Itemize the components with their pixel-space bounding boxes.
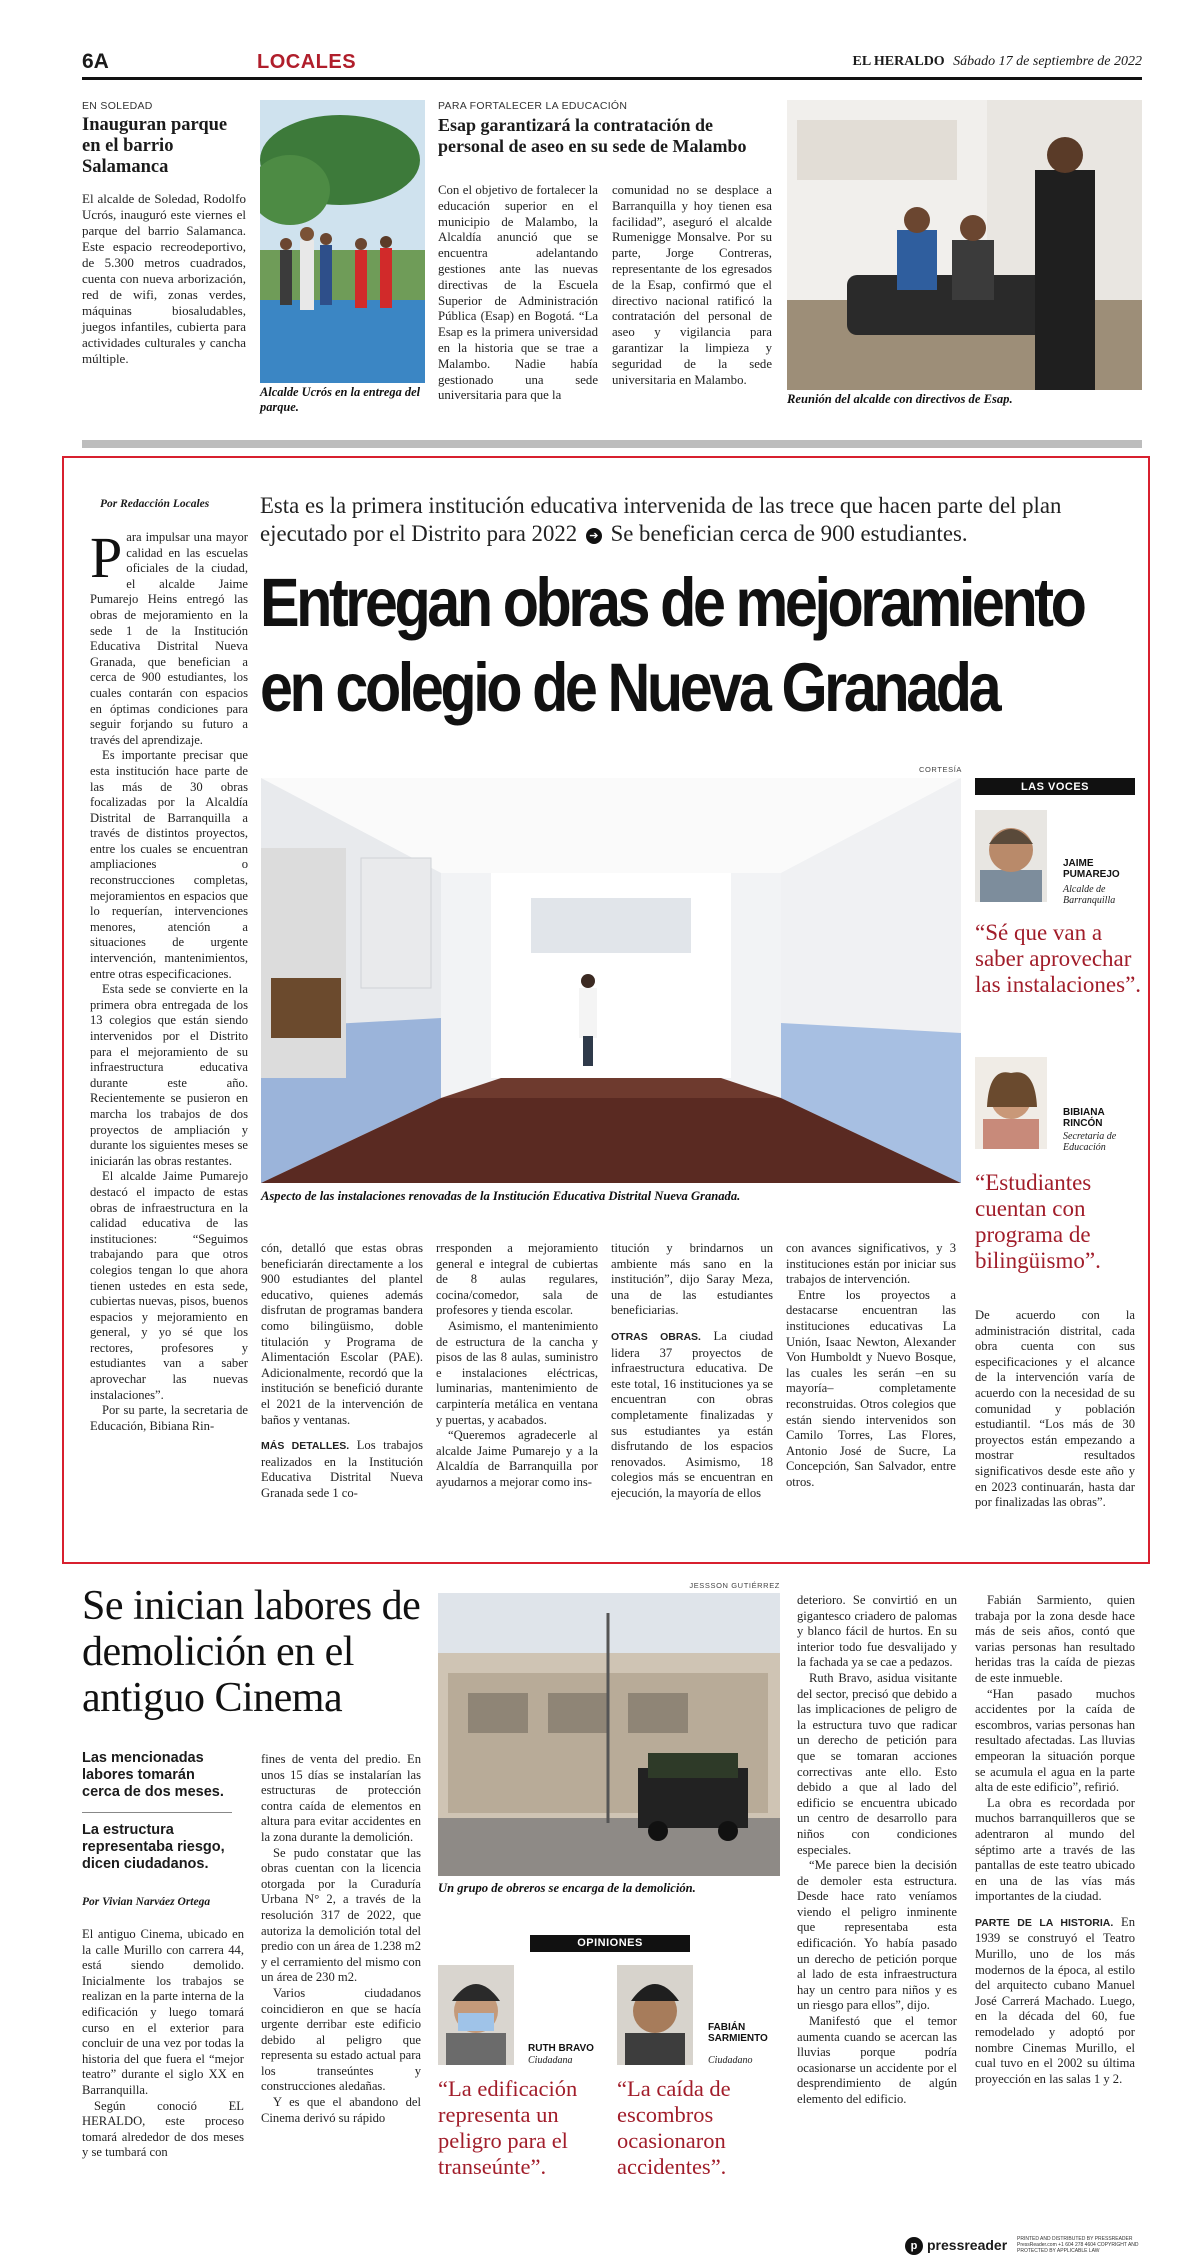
paper-name: EL HERALDO (852, 54, 945, 69)
bottom-byline: Por Vivian Narváez Ortega (82, 1896, 211, 1908)
brief-esap (438, 100, 768, 157)
drop-cap: P (90, 525, 123, 590)
photo-credit: CORTESÍA (918, 765, 962, 774)
paragraph: PARTE DE LA HISTORIA. En 1939 se construyó el Teatro Murillo, uno de los más modernos de la época, al estilo del arquitecto cubano Manuel José Carrerá Machado. Luego, en la década del 60, fue remodelado y adoptó por nombre Cinemas Murillo, el cual tuvo en el 2002 su última proyección en las salas 1 y 2. (975, 1914, 1135, 2086)
cinema-photo (438, 1593, 780, 1876)
pressreader-brand: pressreader (927, 2237, 1008, 2253)
meeting-caption: Reunión del alcalde con directivos de Esap. (787, 392, 1013, 406)
meeting-photo (787, 100, 1142, 390)
voices-side-text: De acuerdo con la administración distrital, cada obra cuenta con sus especificaciones y el alcance de la intervención varía de acuerdo con la necesidad de su comunidad y población estudiantil. “Los más de 30 proyectos están empezando a mostrar resultados significativos desde este año y en 2023 continuarán, hasta dar por finalizadas las obras”. (975, 1308, 1135, 1510)
photo-credit: JESSSON GUTIÉRREZ (689, 1581, 780, 1590)
cinema-caption: Un grupo de obreros se encarga de la demolición. (438, 1881, 696, 1895)
main-col-4: titución y brindarnos un ambiente más sano en la institución”, dijo Saray Meza, una de las estudiantes beneficiarias. OTRAS OBRAS. La ciudad lidera 37 proyectos de infraestructura educativa. De este total, 16 instituciones ya se encuentran con obras completamente finalizadas y sus estudiantes ya están disfrutando de los espacios renovados. Asimismo, 18 colegios más se encuentran en ejecución, la mayoría de ellos (611, 1241, 773, 1500)
headline-line-2: en colegio de Nueva Granada (260, 649, 999, 726)
brief-soledad (82, 100, 246, 367)
pull-quote: “La edificación representa un peligro para el transeúnte”. (438, 2076, 578, 2179)
brief-col-2: comunidad no se desplace a Barranquilla y hoy tienen esa facilidad”, aseguró el alcalde Rumenigge Monsalve. Por su parte, Jorge Contreras, representante de los egresados de la Esap, confirmó que el directivo nacional ratificó la contratación del personal de aseo y vigilancia para garantizar la limpieza y seguridad de la sede universitaria en Malambo. (612, 183, 772, 387)
bottom-col-4: Fabián Sarmiento, quien trabaja por la zona desde hace más de seis años, contó que varias personas han resultado heridas tras la caída de piezas de este inmueble. “Han pasado muchos accidentes por la caída de escombros, varias personas han resultado afectadas. Las lluvias empeoran la situación porque se acumula el agua en la parte alta de este edificio”, refirió. La obra es recordada por muchos barranquilleros que se adentraron al mundo del séptimo arte a través de las pantallas de este teatro ubicado en una de las vías más importantes de la ciudad. PARTE DE LA HISTORIA. En 1939 se construyó el Teatro Murillo, uno de los más modernos de la época, al estilo del arquitecto cubano Manuel José Carrerá Machado. Luego, en la década del 60, fue remodelado y adoptó por nombre Cinemas Murillo, el cual tuvo en el 2002 su última proyección en las salas 1 y 2. (975, 1593, 1135, 2086)
person-name: BIBIANA RINCÓN (1063, 1107, 1105, 1129)
park-caption: Alcalde Ucrós en la entrega del parque. (260, 385, 421, 414)
pull-quote: “La caída de escombros ocasionaron accidentes”. (617, 2076, 731, 2179)
brief-title: Inauguran parque en el barrio Salamanca (82, 115, 228, 177)
paragraph: MÁS DETALLES. Los trabajos realizados en la Institución Educativa Distrital Nueva Granada sede 1 co- (261, 1438, 423, 1500)
brief-col-1: Con el objetivo de fortalecer la educación superior en el municipio de Malambo, la Alcaldía anunció que se encuentra adelantando gestiones ante las nuevas directivas de la Escuela Superior de Administración Pública (Esap) en Bogotá. “La Esap es la primera universidad en la historia que se trae a Malambo. Nadie había gestionado una sede universitaria para que la (438, 183, 598, 403)
bottom-headline: Se inician labores de demolición en el antiguo Cinema (82, 1583, 421, 1721)
pressreader-badge[interactable] (905, 2235, 1145, 2257)
section-name: LOCALES (257, 51, 357, 73)
school-caption: Aspecto de las instalaciones renovadas de la Institución Educativa Distrital Nueva Granada. (261, 1189, 741, 1203)
bottom-sub-2: La estructura representaba riesgo, dicen ciudadanos. (82, 1822, 225, 1872)
brief-kicker: EN SOLEDAD (82, 100, 153, 112)
person-role: Secretaria de Educación (1063, 1131, 1117, 1153)
main-byline: Por Redacción Locales (100, 498, 210, 510)
page-header (82, 46, 1142, 80)
pull-quote: “Estudiantes cuentan con programa de bilingüismo”. (975, 1170, 1101, 1273)
person-role: Ciudadana (528, 2055, 573, 2066)
main-col-3: rresponden a mejoramiento general e integral de cubiertas de 8 aulas regulares, cocina/comedor, sala de profesores y tienda escolar. Asimismo, el mantenimiento de estructura de la cancha y pisos de las 8 aulas, suministro e instalaciones eléctricas, luminarias, mantenimiento de carpintería metálica en ventana y puertas, y acabados. “Queremos agradecerle al alcalde Jaime Pumarejo y a la Alcaldía de Barranquilla por ayudarnos a mejorar como ins- (436, 1241, 598, 1489)
paragraph: Por su parte, la secretaria de Educación, Bibiana Rin- (90, 1403, 248, 1433)
person-name: JAIME PUMAREJO (1063, 858, 1120, 880)
bottom-col-3: deterioro. Se convirtió en un gigantesco criadero de palomas y blanco fácil de hurtos. En su interior todo fue desvalijado y la fachada ya se cae a pedazos. Ruth Bravo, asidua visitante del sector, precisó que debido a las implicaciones de peligro de la estructura tuvo que radicar un derecho de petición para que se tomaran acciones correctivas ante ello. Esto debido a que al lado del edificio se encuentra ubicado un centro de desarrollo para niños con condiciones especiales. “Me parece bien la decisión de demoler esta estructura. Desde hace rato veníamos viendo el peligro inminente que representaba esta edificación. Yo había pasado un derecho de petición porque al lado de esta infraestructura hay un centro para niños y es un riesgo para ellos”, dijo. Manifestó que el temor aumenta cuando se acercan las lluvias porque podría ocasionarse un accidente por el desprendimiento de algún elemento del edificio. (797, 1593, 957, 2106)
bottom-sub-1: Las mencionadas labores tomarán cerca de dos meses. (82, 1750, 224, 1800)
bottom-col-1: El antiguo Cinema, ubicado en la calle Murillo con carrera 44, está siendo demolido. Inicialmente los trabajos se realizan en la parte interna de la edificación y luego tomará curso en el exterior para concluir de una vez por todas la historia del que fuera el “mejor teatro” durante el siglo XX en Barranquilla. Según conoció EL HERALDO, este proceso tomará alrededor de dos meses y se tumbará con (82, 1927, 244, 2160)
headline-line-1: Entregan obras de mejoramiento (260, 564, 1084, 641)
main-col-2: cón, detalló que estas obras beneficiarán directamente a los 900 estudiantes del plantel educativo, quienes además disfrutan de programas bandera como bilingüismo, doble titulación y Programa de Alimentación Escolar (PAE). Adicionalmente, recordó que la institución se benefició durante el 2021 de la intervención de baños y ventanas. MÁS DETALLES. Los trabajos realizados en la Institución Educativa Distrital Nueva Granada sede 1 co- (261, 1241, 423, 1500)
sub-divider (82, 1812, 232, 1813)
voices-tag: LAS VOCES (975, 778, 1135, 795)
person-name: FABIÁN SARMIENTO (708, 2022, 768, 2044)
paragraph: El alcalde Jaime Pumarejo destacó el impacto de estas obras de infraestructura en la calidad educativa de las instituciones: “Seguimos trabajando para que otros colegios tengan lo que ahora tienen ustedes en esta sede, cubiertas nuevas, pisos, buenos espacios y mejoramiento en general, y yo sé que los rectores, profesores y estudiantes van a saber aprovechar las nuevas instalaciones”. (90, 1169, 248, 1402)
school-photo (261, 778, 961, 1183)
avatar (975, 1057, 1047, 1149)
brief-title: Esap garantizará la contratación de personal de aseo en su sede de Malambo (438, 115, 747, 156)
pressreader-icon: p (905, 2237, 923, 2255)
opinions-tag: OPINIONES (530, 1935, 690, 1952)
bottom-col-2: fines de venta del predio. En unos 15 días se instalarían las estructuras de protección contra caída de elementos en altura para evitar accidentes en la zona durante la demolición. Se pudo constatar que las obras cuentan con la licencia otorgada por la Curaduría Urbana N° 2, a través de la resolución 317 de 2022, que autoriza la demolición total del predio con un área de 1.238 m2 y el cerramiento del mismo con un área de 230 m2. Varios ciudadanos coincidieron en que se hacía urgente derribar este edificio debido al peligro que representa su estado actual para los transeúntes y construcciones aledañas. Y es que el abandono del Cinema derivó su rápido (261, 1752, 421, 2125)
deck-text: Esta es la primera institución educativa intervenida de las trece que hacen parte del plan ejecutado por el Distrito para 2022 (260, 493, 1062, 546)
deck-text-2: Se benefician cerca de 900 estudiantes. (610, 521, 968, 546)
pull-quote: “Sé que van a saber aprovechar las instalaciones”. (975, 920, 1142, 997)
avatar (438, 1965, 514, 2065)
paragraph: OTRAS OBRAS. La ciudad lidera 37 proyectos de infraestructura educativa. De este total, 16 instituciones ya se encuentran con obras completamente finalizadas y sus estudiantes ya están disfrutando de los espacios renovados. Asimismo, 18 colegios más se encuentran en ejecución, la mayoría de ellos (611, 1328, 773, 1500)
avatar (617, 1965, 693, 2065)
issue-date: Sábado 17 de septiembre de 2022 (953, 54, 1142, 69)
paragraph: Esta sede se convierte en la primera obra entregada de los 13 colegios que están siendo intervenidos por el Distrito para el mejoramiento de su infraestructura educativa durante este año. Recientemente se pusieron en marcha los trabajos de dos proyectos de ampliación y durante los siguientes meses se iniciarán las obras restantes. (90, 982, 248, 1168)
person-name: RUTH BRAVO (528, 2043, 594, 2054)
person-role: Ciudadano (708, 2055, 753, 2066)
main-deck (260, 492, 1120, 548)
person-role: Alcalde de Barranquilla (1063, 884, 1116, 906)
header-right (853, 53, 1143, 70)
paragraph: Es importante precisar que esta institución hace parte de las más de 30 obras focalizadas por la Alcaldía Distrital de Barranquilla a través de distintos proyectos, entre los cuales se encuentran ampliaciones o reconstrucciones completas, mejoramientos en espacios que lo requerían, intervenciones menores, atención a situaciones de urgente intervención, mantenimientos, entre otras especificaciones. (90, 748, 248, 981)
main-col-5: con avances significativos, y 3 instituciones están por iniciar sus trabajos de intervención. Entre los proyectos a destacarse encuentran las instituciones educativas La Unión, Isaac Newton, Alexander Von Humboldt y Nuevo Bosque, las cuales les serán –en su mayoría– completamente reconstruidas. Otros colegios que están siendo intervenidos son Camilo Torres, Las Flores, Antonio José de Sucre, La Concepción, San Salvador, entre otros. (786, 1241, 956, 1489)
brief-kicker: PARA FORTALECER LA EDUCACIÓN (438, 100, 628, 112)
page-number: 6A (82, 50, 109, 73)
brief-body: El alcalde de Soledad, Rodolfo Ucrós, inauguró este viernes el parque del barrio Salamanca. Este espacio recreodeportivo, de 5.300 metros cuadrados, cuenta con nueva arborización, red de wifi, zonas verdes, máquinas biosaludables, juegos infantiles, cubierta para actividades culturales y cancha múltiple. (82, 191, 246, 366)
park-photo (260, 100, 425, 383)
main-headline (260, 560, 1084, 730)
main-col-1 (90, 525, 248, 1434)
avatar (975, 810, 1047, 902)
arrow-icon: ➔ (586, 528, 602, 544)
lead-paragraph: Para impulsar una mayor calidad en las escuelas oficiales de la ciudad, el alcalde Jaime Pumarejo Heins entregó las obras de mejoramiento en la sede 1 de la Institución Educativa Distrital Nueva Granada, que benefician a cerca de 900 estudiantes, los cuales contarán con espacios en óptimas condiciones para seguir forjando su futuro a través del aprendizaje. (90, 525, 248, 747)
pressreader-note: PRINTED AND DISTRIBUTED BY PRESSREADER PressReader.com +1 604 278 4604 COPYRIGHT AND PROTECTED BY APPLICABLE LAW (1017, 2236, 1139, 2254)
divider (82, 440, 1142, 448)
